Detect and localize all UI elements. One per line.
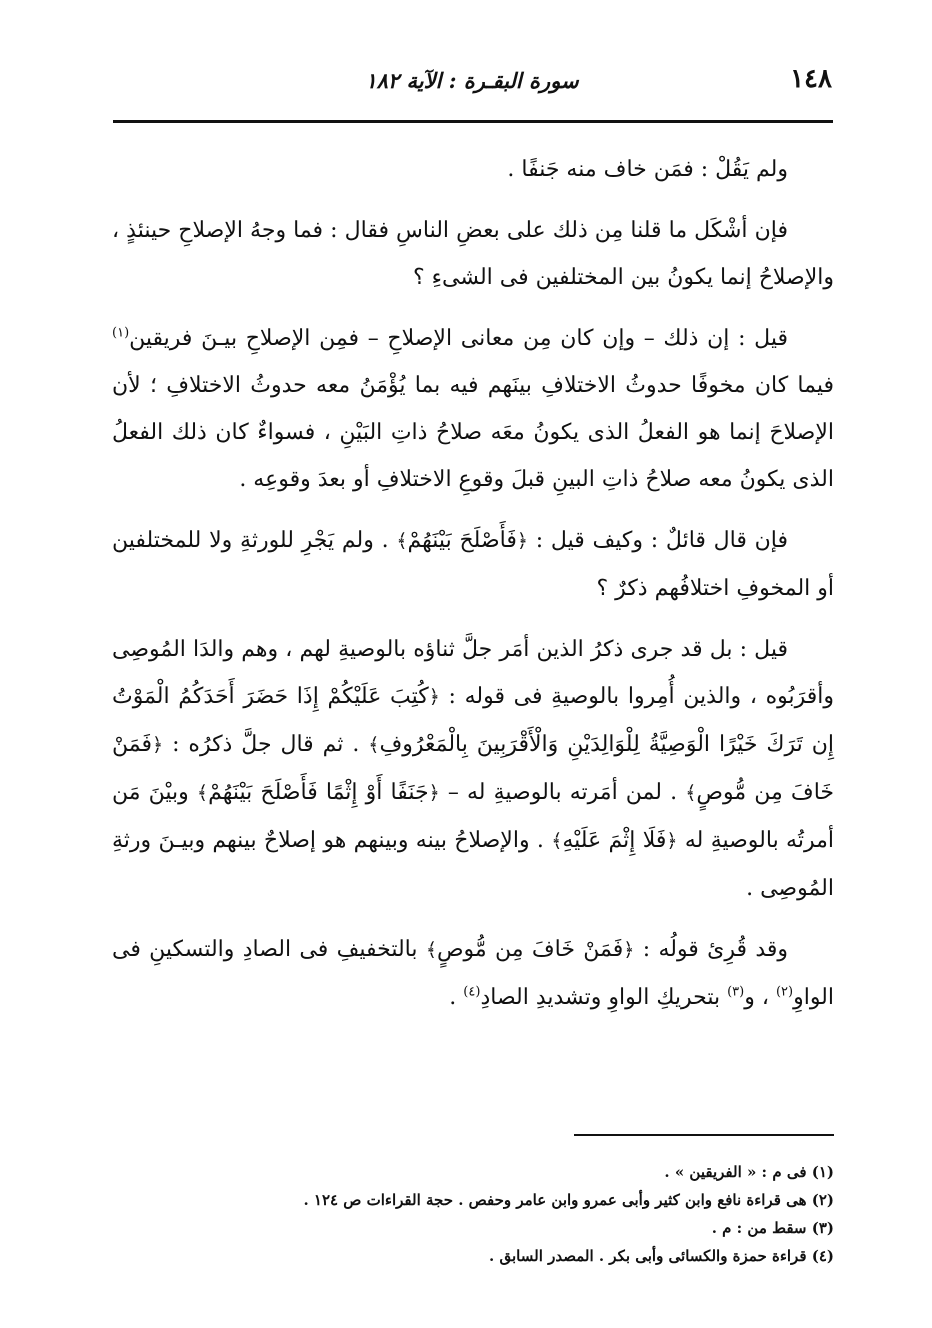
text-run: فيما كان مخوفًا حدوثُ الاختلافِ بينَهم فيه بما يُؤْمَنُ معه حدوثُ الاختلافِ ؛ لأن الإصلاحَ إنما هو الفعلُ الذى يكونُ معَه صلاحُ ذاتِ البَيْنِ ، فسواءٌ كان ذلك الفعلُ الذى يكونُ معه صلاحُ ذاتِ البينِ قبلَ وقوعِ الاختلافِ أو بعدَ وقوعِه . [112, 373, 834, 492]
page-header [112, 64, 832, 104]
quran-quote: فَمَنْ خَافَ مِن مُّوصٍ [436, 937, 624, 962]
footnote-1: (١) فى م : « الفريقين » . [664, 1163, 834, 1181]
paragraph [112, 626, 834, 912]
text-run: ، و [744, 985, 776, 1010]
running-title: سورة البقـرة : الآية ١٨٢ [365, 68, 579, 93]
text-run: . [449, 985, 464, 1010]
quran-quote: فَأَصْلَحَ بَيْنَهُمْ [407, 528, 517, 553]
footnote-2: (٢) هى قراءة نافع وابن كثير وأبى عمرو وابن عامر وحفص . حجة القراءات ص ١٢٤ . [303, 1191, 834, 1209]
text-run: بالتخفيفِ فى الصادِ والتسكينِ فى الواوِ [112, 937, 834, 1010]
body-text [112, 146, 834, 1035]
footnote-4: (٤) قراءة حمزة والكسائى وأبى بكر . المصدر السابق . [489, 1247, 834, 1265]
quran-bracket: ﴾ [685, 782, 697, 804]
text-run: وقد قُرِئ قولُه : [634, 937, 789, 962]
footnote-3: (٣) سقط من : م . [711, 1219, 834, 1237]
paragraph [112, 926, 834, 1021]
text-run: بتحريكِ الواوِ وتشديدِ الصادِ [480, 985, 728, 1010]
header-rule [113, 120, 833, 123]
footnotes [112, 1158, 834, 1270]
quran-quote: كُتِبَ عَلَيْكُمْ إِذَا حَضَرَ أَحَدَكُمُ الْمَوْتُ إِن تَرَكَ خَيْرًا الْوَصِيَّةُ لِلْوَالِدَيْنِ وَالْأَقْرَبِينَ بِالْمَعْرُوفِ [112, 684, 834, 757]
page-number: ١٤٨ [790, 64, 832, 94]
quran-bracket: ﴿ [666, 830, 678, 852]
quran-bracket: ﴾ [425, 939, 437, 961]
quran-bracket: ﴿ [516, 530, 528, 552]
paragraph [112, 517, 834, 612]
quran-quote: فَلَا إِثْمَ عَلَيْهِ [562, 828, 667, 853]
text-run: . لمن أمَرته بالوصيةِ له – [439, 780, 686, 805]
footnote-rule [574, 1134, 834, 1136]
text-run: . ولم يَجْرِ للورثةِ ولا للمختلفين أو المخوفِ اختلافُهم ذكرٌ ؟ [112, 528, 834, 601]
quran-bracket: ﴾ [396, 530, 408, 552]
text-run: . ثم قال جلَّ ذكرُه : [163, 732, 369, 757]
quran-bracket: ﴿ [151, 734, 164, 756]
quran-bracket: ﴿ [428, 686, 440, 708]
quran-bracket: ﴿ [428, 782, 440, 804]
text-run: قيل : إن ذلك – وإن كان مِن معانى الإصلاحِ – فمِن الإصلاحِ بيـنَ فريقين [129, 326, 788, 351]
text-run: وبيْنَ مَن أمرتُه بالوصيةِ له [112, 780, 834, 853]
footnote-marker: (٤) [463, 984, 481, 1000]
paragraph [112, 207, 834, 301]
quran-bracket: ﴿ [623, 939, 635, 961]
footnote-marker: (٣) [727, 984, 745, 1000]
text-run: قيل : بل قد جرى ذكرُ الذين أمَر جلَّ ثناؤه بالوصيةِ لهم ، وهم والدَا المُوصِى وأقرَبُوه ، والذين أُمِروا بالوصيةِ فى قوله : [112, 637, 834, 709]
text-run: . والإصلاحُ بينه وبينهم هو إصلاحٌ بينهم وبيـنَ ورثةِ المُوصِى . [112, 828, 834, 901]
quran-quote: فَمَنْ خَافَ مِن مُّوصٍ [112, 732, 835, 805]
text-run: فإن أشْكَل ما قلنا مِن ذلك على بعضِ الناسِ فقال : فما وجهُ الإصلاحِ حينئذٍ ، والإصلاحُ إنما يكونُ بين المختلفين فى الشىءِ ؟ [112, 218, 834, 290]
paragraph [112, 146, 834, 193]
paragraph [112, 315, 834, 503]
quran-bracket: ﴾ [196, 782, 209, 804]
quran-bracket: ﴾ [368, 734, 380, 756]
footnote-marker: (١) [112, 325, 130, 341]
text-run: ولم يَقُلْ : فمَن خاف منه جَنفًا . [507, 157, 788, 182]
text-run: فإن قال قائلٌ : وكيف قيل : [527, 528, 789, 553]
quran-quote: جَنَفًا أَوْ إِثْمًا فَأَصْلَحَ بَيْنَهُمْ [208, 780, 429, 805]
footnote-marker: (٢) [775, 984, 794, 1000]
quran-bracket: ﴾ [551, 830, 563, 852]
